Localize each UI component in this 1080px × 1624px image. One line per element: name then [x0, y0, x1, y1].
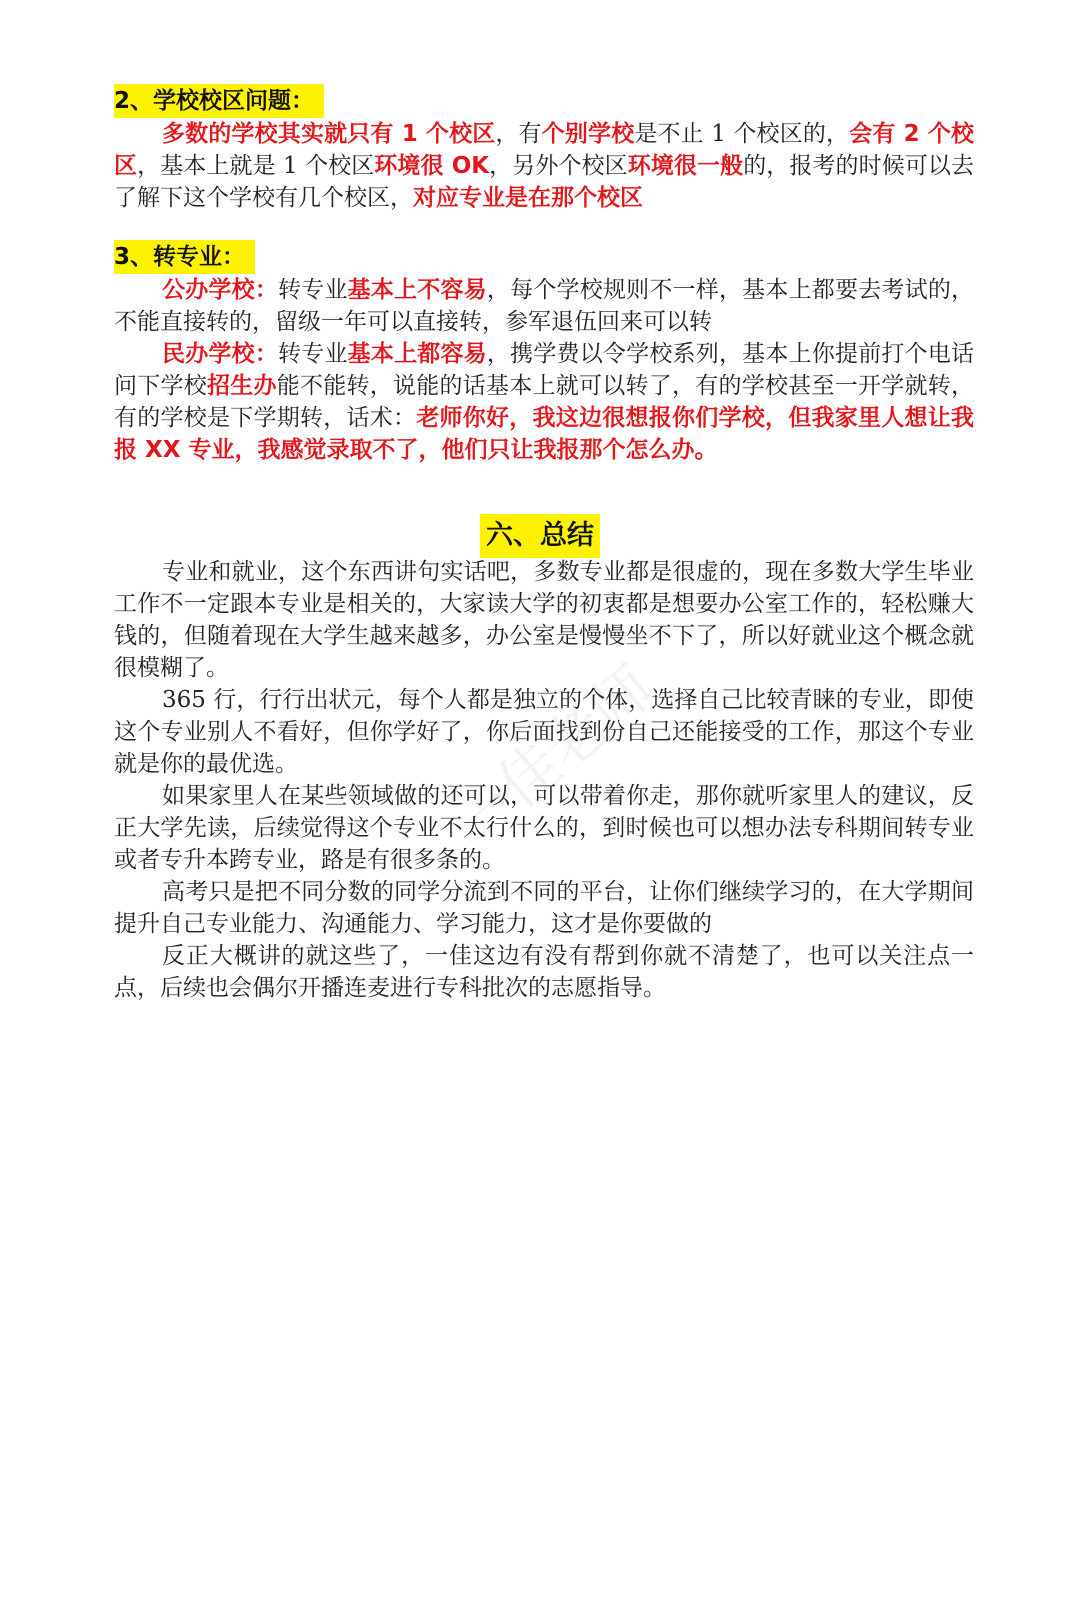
- highlight-text: 老师你好，我这边很想报你们学校，但我家里人想让我报 XX 专业，我感觉录取不了，他们只让我报那个怎么办。: [114, 405, 974, 463]
- section-campus: [114, 84, 974, 214]
- summary-title: 六、总结: [480, 514, 600, 558]
- highlight-text: 公办学校：: [162, 277, 279, 303]
- body-text: 转专业: [278, 341, 348, 367]
- paragraph-private-school: [114, 338, 974, 466]
- watermark: 一佳老师: [438, 652, 668, 861]
- section-heading-transfer: 3、转专业：: [114, 240, 255, 274]
- body-text: ，有: [495, 121, 542, 147]
- section-heading-campus: 2、学校校区问题：: [114, 84, 324, 118]
- highlight-text: 会有 2 个校区: [114, 121, 975, 179]
- summary-paragraph: 反正大概讲的就这些了，一佳这边有没有帮到你就不清楚了，也可以关注点一点，后续也会偶尔开播连麦进行专科批次的志愿指导。: [114, 943, 974, 1001]
- body-text: 是不止 1 个校区的，: [634, 121, 850, 147]
- highlight-text: 基本上不容易: [347, 277, 487, 303]
- summary-title-wrap: [0, 514, 1080, 558]
- highlight-text: 环境很一般: [627, 153, 744, 179]
- body-text: ，另外个校区: [489, 153, 628, 179]
- highlight-text: 多数的学校其实就只有 1 个校区: [162, 121, 496, 147]
- summary-paragraph: 专业和就业，这个东西讲句实话吧，多数专业都是很虚的，现在多数大学生毕业工作不一定跟本专业是相关的，大家读大学的初衷都是想要办公室工作的，轻松赚大钱的，但随着现在大学生越来越多，办公室是慢慢坐不下了，所以好就业这个概念就很模糊了。: [114, 559, 974, 681]
- body-text: 转专业: [278, 277, 348, 303]
- summary-paragraph: 高考只是把不同分数的同学分流到不同的平台，让你们继续学习的，在大学期间提升自己专业能力、沟通能力、学习能力，这才是你要做的: [114, 879, 974, 937]
- highlight-text: 环境很 OK: [374, 153, 490, 179]
- body-text: 能不能转，说能的话基本上就可以转了，有的学校甚至一开学就转，有的学校是下学期转，话术：: [114, 373, 974, 431]
- section-summary: [114, 556, 974, 1004]
- section-transfer-major: [114, 240, 974, 466]
- highlight-text: 招生办: [207, 373, 277, 399]
- paragraph-public-school: [114, 274, 974, 338]
- highlight-text: 对应专业是在那个校区: [413, 185, 643, 211]
- body-text: ，基本上就是 1 个校区: [137, 153, 375, 179]
- body-text: ，每个学校规则不一样，基本上都要去考试的，不能直接转的，留级一年可以直接转，参军退伍回来可以转: [114, 277, 975, 335]
- highlight-text: 基本上都容易: [347, 341, 487, 367]
- summary-paragraph: 365 行，行行出状元，每个人都是独立的个体，选择自己比较青睐的专业，即使这个专业别人不看好，但你学好了，你后面找到份自己还能接受的工作，那这个专业就是你的最优选。: [114, 687, 974, 777]
- paragraph-campus: [114, 118, 974, 214]
- highlight-text: 民办学校：: [162, 341, 279, 367]
- body-text: 的，报考的时候可以去了解下这个学校有几个校区，: [114, 153, 975, 211]
- highlight-text: 个别学校: [541, 121, 635, 147]
- summary-paragraph: 如果家里人在某些领域做的还可以，可以带着你走，那你就听家里人的建议，反正大学先读，后续觉得这个专业不太行什么的，到时候也可以想办法专科期间转专业或者专升本跨专业，路是有很多条的。: [114, 783, 974, 873]
- body-text: ，携学费以令学校系列，基本上你提前打个电话问下学校: [114, 341, 975, 399]
